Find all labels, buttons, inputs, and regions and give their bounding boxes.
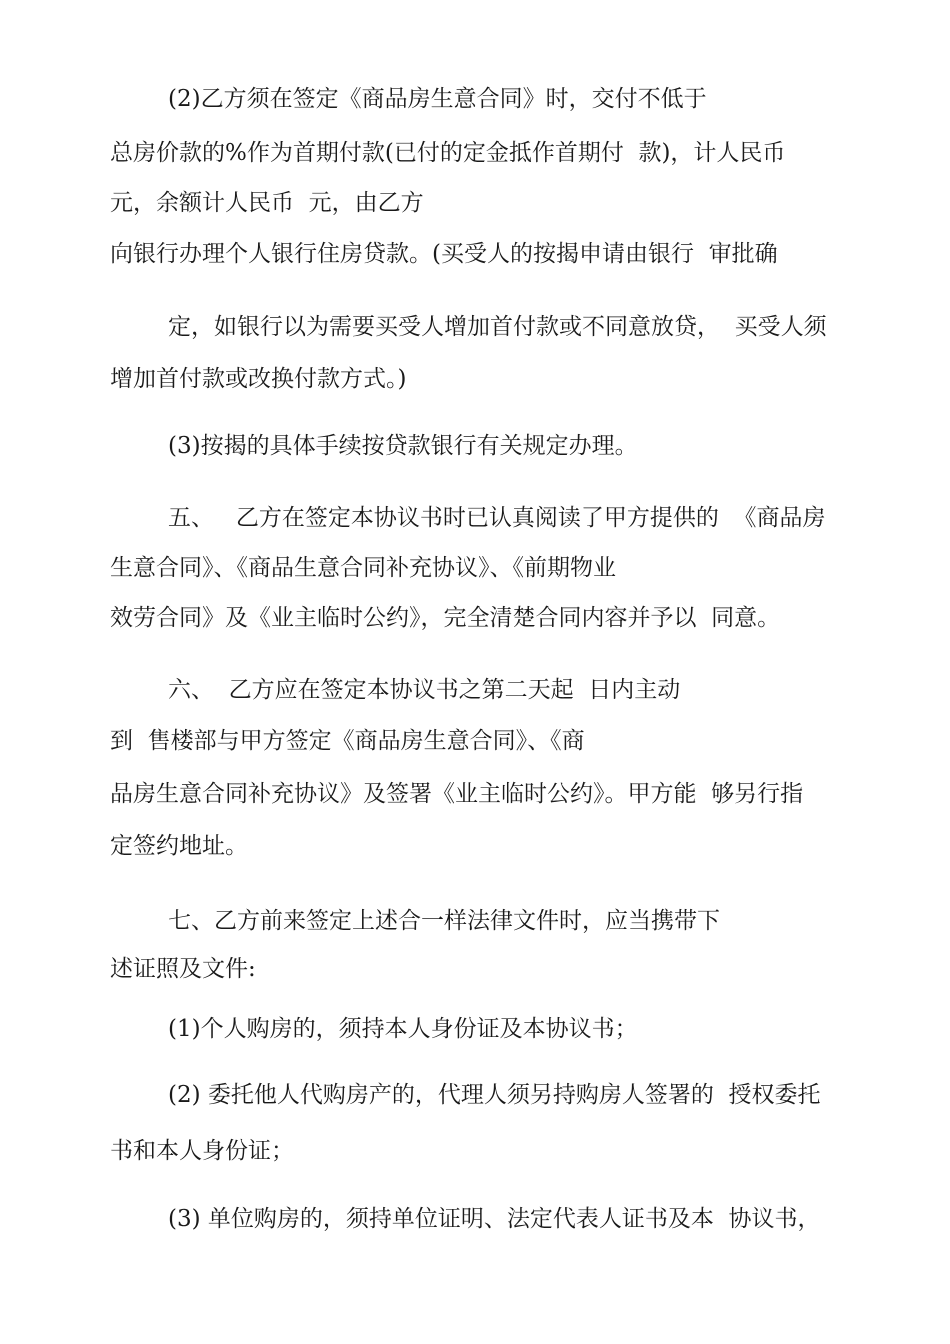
text-line: 书和本人身份证； — [110, 1138, 294, 1164]
text-line: 品房生意合同补充协议》及签署《业主临时公约》。甲方能 够另行指 — [110, 781, 804, 807]
text-line: (2) 委托他人代购房产的，代理人须另持购房人签署的 授权委托 — [168, 1082, 821, 1108]
text-line: 六、 乙方应在签定本协议书之第二天起 日内主动 — [168, 677, 681, 703]
text-line: 七、乙方前来签定上述合一样法律文件时，应当携带下 — [168, 908, 720, 934]
text-line: 效劳合同》及《业主临时公约》，完全清楚合同内容并予以 同意。 — [110, 605, 781, 631]
text-line: (3) 单位购房的，须持单位证明、法定代表人证书及本 协议书， — [168, 1206, 821, 1232]
text-line: 元，余额计人民币 元，由乙方 — [110, 190, 424, 216]
text-line: (2)乙方须在签定《商品房生意合同》时，交付不低于 — [168, 86, 707, 112]
text-line: 增加首付款或改换付款方式。) — [110, 366, 407, 392]
text-line: 总房价款的%作为首期付款(已付的定金抵作首期付 款)，计人民币 — [110, 140, 786, 166]
text-line: 述证照及文件: — [110, 956, 256, 982]
text-line: (3)按揭的具体手续按贷款银行有关规定办理。 — [168, 433, 638, 459]
text-line: 五、 乙方在签定本协议书时已认真阅读了甲方提供的 《商品房 — [168, 505, 826, 531]
text-line: 向银行办理个人银行住房贷款。(买受人的按揭申请由银行 审批确 — [110, 241, 778, 267]
text-line: 定，如银行以为需要买受人增加首付款或不同意放贷， 买受人须 — [168, 314, 827, 340]
text-line: (1)个人购房的，须持本人身份证及本协议书； — [168, 1016, 638, 1042]
text-line: 定签约地址。 — [110, 833, 248, 859]
text-line: 生意合同》、《商品生意合同补充协议》、《前期物业 — [110, 555, 616, 581]
text-line: 到 售楼部与甲方签定《商品房生意合同》、《商 — [110, 728, 585, 754]
